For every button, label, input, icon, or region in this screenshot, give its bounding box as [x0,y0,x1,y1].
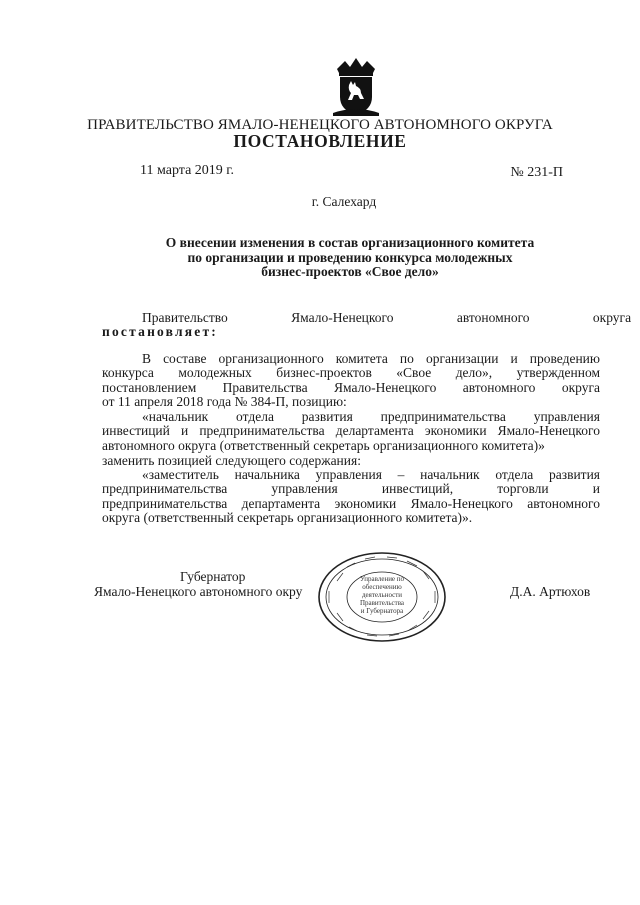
seal-text-line: Правительства [359,599,405,607]
paragraph-4 [102,468,600,526]
paragraph-line: округа (ответственный секретарь организационного комитета)». [102,510,473,526]
document-city: г. Салехард [311,194,377,209]
paragraph-line: от 11 апреля 2018 года № 384-П, позицию: [102,394,347,410]
seal-text-line: Управление по [359,575,405,583]
document-number: № 231-П [510,165,563,180]
official-seal [317,551,447,643]
seal-text-line: обеспечению [362,583,402,591]
preamble-decree-word: постановляет: [102,324,218,340]
paragraph-line: «заместитель начальника управления – начальник отдела развития [142,467,600,482]
seal-center-text [360,575,405,615]
title-line: О внесении изменения в состав организационного комитета [165,235,535,250]
paragraph-line: конкурса молодежных бизнес-проектов «Свое дело», утвержденном [102,365,600,381]
organization-name: ПРАВИТЕЛЬСТВО ЯМАЛО-НЕНЕЦКОГО АВТОНОМНОГО ОКРУГА [87,117,553,133]
paragraph-line: заменить позицией следующего содержания: [102,453,361,468]
title-line: бизнес-проектов «Свое дело» [261,264,439,279]
document-date: 11 марта 2019 г. [140,163,234,178]
preamble [102,310,632,340]
paragraph-line: постановлением Правительства Ямало-Ненецкого автономного округа [102,379,600,395]
paragraph-line: инвестиций и предпринимательства делартамента экономики Ямало-Ненецкого [102,423,600,439]
seal-text-line: деятельности [361,591,403,599]
document-type: ПОСТАНОВЛЕНИЕ [233,131,407,151]
document-title [130,236,570,280]
preamble-line: Правительство Ямало-Ненецкого автономного округа [142,310,632,325]
signature-title: Губернатор [180,569,246,584]
paragraph-1 [102,352,600,410]
paragraph-2 [102,410,600,453]
seal-text-line: и Губернатора [360,607,404,615]
paragraph-line: предпринимательства управления инвестиций, торговли и [102,481,600,497]
title-line: по организации и проведению конкурса молодежных [187,249,513,265]
paragraph-line: предпринимательства департамента экономики Ямало-Ненецкого автономного [102,495,600,511]
coat-of-arms-icon [331,55,381,117]
paragraph-line: «начальник отдела развития предпринимательства управления [142,409,600,424]
signature-organization: Ямало-Ненецкого автономного окру [94,584,303,599]
paragraph-line: автономного округа (ответственный секретарь организационного комитета)» [102,437,545,453]
signature-name: Д.А. Артюхов [510,584,591,599]
paragraph-line: В составе организационного комитета по организации и проведению [142,351,600,366]
